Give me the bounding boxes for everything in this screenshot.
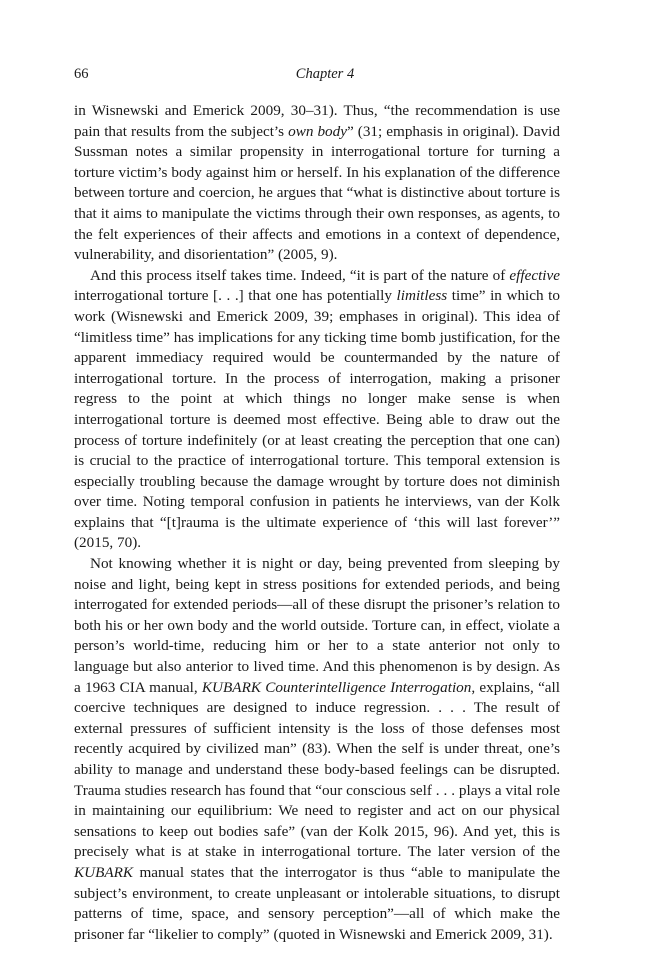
italic-text: limitless [396,287,448,305]
italic-text: KUBARK [74,863,134,881]
page-header [74,64,576,84]
text-run: time” in which to work (Wisnewski and Emerick 2009, 39; emphases in original). This idea of “limitless time” has implications for any ticking time bomb justification, for the apparent immediacy required would be countermanded by the nature of interrogational torture. In the process of interrogation, making a prisoner regress to the point at which things no longer make sense is when interrogational torture is deemed most effective. Being able to draw out the process of torture indefinitely (or at least creating the perception that one can) is crucial to the practice of interrogational torture. This temporal extension is especially troubling because the damage wrought by torture does not diminish over time. Noting temporal confusion in patients he interviews, van der Kolk explains that “[t]rauma is the ultimate experience of ‘this will last forever’” (2015, 70). [74,287,560,552]
text-run: ” (31; emphasis in original). David Sussman notes a similar propensity in interrogational torture for turning a torture victim’s body against him or herself. In his explanation of the difference between torture and coercion, he argues that “what is distinctive about torture is that it aims to manipulate the victims through their own responses, as agents, to the felt experiences of their affects and emotions in a context of dependence, vulnerability, and disorientation” (2005, 9). [74,122,560,264]
paragraph-1 [74,101,560,266]
body-text [74,101,560,945]
text-run: Not knowing whether it is night or day, being prevented from sleeping by noise and light, being kept in stress positions for extended periods, and being interrogated for extended periods—all of these disrupt the prisoner’s relation to both his or her own body and the world outside. Torture can, in effect, violate a person’s world-time, reducing him or her to a state anterior not only to language but also anterior to lived time. And this phenomenon is by design. As a 1963 CIA manual, [74,555,560,696]
running-head: Chapter 4 [295,66,355,82]
text-run: manual states that the interrogator is thus “able to manipulate the subject’s environment, to create unpleasant or intolerable situations, to disrupt patterns of time, space, and sensory perception”—all of which make the prisoner far “likelier to comply” (quoted in Wisnewski and Emerick 2009, 31). [74,863,560,943]
text-run: And this process itself takes time. Indeed, “it is part of the nature of [90,266,510,284]
italic-text: KUBARK Counterintelligence Interrogation [201,678,472,696]
paragraph-2 [74,266,560,554]
italic-text: own body [288,122,347,140]
paragraph-3 [74,554,560,945]
page-number: 66 [74,66,89,82]
text-run: , explains, “all coercive techniques are designed to induce regression. . . . The result of external pressures of sufficient intensity is the loss of those defenses most recently acquired by civilized man” (83). When the self is under threat, one’s ability to manage and understand these body-based feelings can be disrupted. Trauma studies research has found that “our conscious self . . . plays a vital role in maintaining our equilibrium: We need to register and act on our physical sensations to keep out bodies safe” (van der Kolk 2015, 96). And yet, this is precisely what is at stake in interrogational torture. The later version of the [74,678,560,861]
text-run: in Wisnewski and Emerick 2009, 30–31). Thus, “the recommendation is use pain that results from the subject’s [74,102,560,140]
italic-text: effective [509,266,560,284]
text-run: interrogational torture [. . .] that one has potentially [74,287,397,305]
